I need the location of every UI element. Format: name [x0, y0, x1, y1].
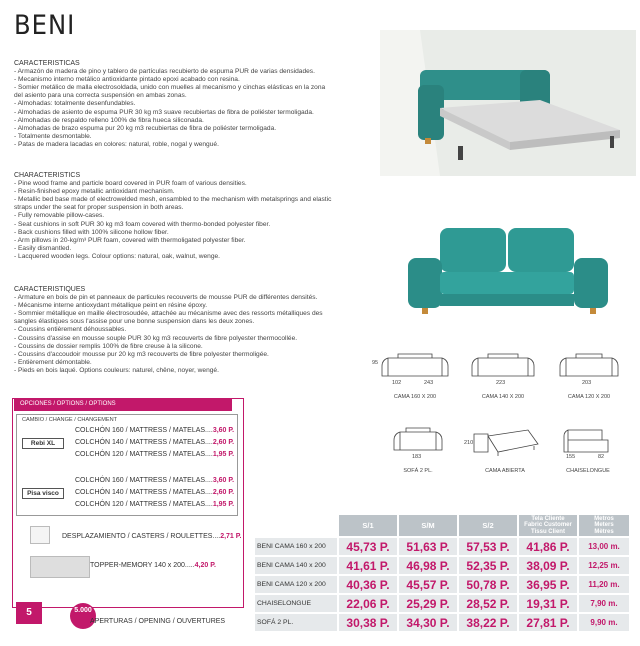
sofa-photo: [380, 210, 636, 320]
option-text: COLCHÓN 120 / MATTRESS / MATELAS....: [75, 451, 213, 458]
spec-line: - Mecanismo interno metálico antioxidante pintado epoxi acabado con resina.: [14, 76, 240, 84]
price-cell: 22,06 P.: [339, 595, 397, 612]
spec-en-block: [14, 172, 334, 261]
dim-width: 243: [424, 380, 434, 386]
option-row: [75, 501, 234, 508]
option-text: COLCHÓN 160 / MATTRESS / MATELAS....: [75, 477, 213, 484]
change-label: CAMBIO / CHANGE / CHANGEMENT: [22, 417, 118, 423]
dim-width: 203: [582, 380, 592, 386]
table-row: [255, 614, 629, 631]
option-row: [75, 427, 234, 434]
meters-cell: 7,90 m.: [579, 595, 629, 612]
meters-cell: 11,20 m.: [579, 576, 629, 593]
diagram-cama-160: [372, 350, 452, 400]
col-header: S/2: [459, 515, 517, 536]
row-name: CHAISELONGUE: [255, 595, 337, 612]
diagram-cama-140: [468, 350, 538, 400]
spec-line: - Resin-finished epoxy metallic antioxidant mechanism.: [14, 188, 175, 196]
col-header-fabric-customer: [519, 515, 577, 536]
price-cell: 52,35 P.: [459, 557, 517, 574]
price-cell: 45,57 P.: [399, 576, 457, 593]
option-row: [75, 477, 234, 484]
mattress-model-pisa-visco: Pisa visco: [22, 488, 64, 499]
spec-line: - Pine wood frame and particle board covered in PUR foam of various densities.: [14, 180, 247, 188]
spec-line: - Totalmente desmontable.: [14, 132, 92, 140]
dim-width: 82: [598, 454, 605, 460]
price-cell: 57,53 P.: [459, 538, 517, 555]
col-header-line: Tissu Client: [531, 528, 565, 535]
spec-fr-block: [14, 286, 334, 375]
topper-icon: [30, 556, 90, 578]
option-text: TOPPER-MEMORY 140 x 200.....: [90, 562, 195, 569]
option-price: 2,60 P.: [212, 439, 235, 446]
spec-fr-heading: CARACTÉRISTIQUES: [14, 286, 86, 293]
diagram-caption: CAMA 120 X 200: [567, 394, 611, 400]
sofa-bed-photo: [380, 30, 636, 176]
option-text: COLCHÓN 140 / MATTRESS / MATELAS....: [75, 489, 213, 496]
option-text: DESPLAZAMIENTO / CASTERS / ROULETTES....: [62, 533, 221, 540]
option-topper: [90, 562, 216, 569]
diagram-caption: CAMA 140 X 200: [481, 394, 525, 400]
spec-line: - Almohadas de respaldo relleno 100% de fibra hueca siliconada.: [14, 116, 204, 124]
table-row: [255, 538, 629, 555]
spec-line: - Patas de madera lacadas en colores: natural, roble, nogal y wengué.: [14, 140, 219, 148]
option-row: [75, 451, 234, 458]
options-header: OPCIONES / OPTIONS / OPTIONS: [14, 399, 232, 411]
warranty-5-years-badge: 5: [16, 602, 42, 624]
row-name: SOFÁ 2 PL.: [255, 614, 337, 631]
diagram-caption: SOFÁ 2 PL.: [403, 468, 433, 474]
option-text: COLCHÓN 160 / MATTRESS / MATELAS....: [75, 427, 213, 434]
price-cell: 40,36 P.: [339, 576, 397, 593]
row-name: BENI CAMA 120 x 200: [255, 576, 337, 593]
diagram-cama-abierta: [464, 424, 542, 474]
price-cell: 25,29 P.: [399, 595, 457, 612]
price-cell: 46,98 P.: [399, 557, 457, 574]
table-row: [255, 557, 629, 574]
price-cell: 45,73 P.: [339, 538, 397, 555]
spec-en-heading: CHARACTERISTICS: [14, 172, 81, 179]
diagram-caption: CAMA ABIERTA: [485, 468, 525, 474]
product-title: BENI: [14, 10, 76, 41]
spec-line: - Coussins entièrement déhoussables.: [14, 326, 127, 334]
spec-line: - Arm pillows in 20-kg/m³ PUR foam, covered with thermoligated polyester fiber.: [14, 236, 246, 244]
option-price: 1,95 P.: [212, 501, 235, 508]
price-cell: 27,81 P.: [519, 614, 577, 631]
diagram-caption: CAMA 160 X 200: [393, 394, 437, 400]
spec-line: - Metallic bed base made of electrowelded mesh, ensambled to the mechanism with metalsprings and elastic: [14, 196, 332, 204]
col-header-line: Mètres: [594, 528, 614, 535]
price-cell: 41,86 P.: [519, 538, 577, 555]
diagram-sofa-2pl: [388, 424, 448, 474]
spec-line: - Back cushions filled with 100% silicone hollow fiber.: [14, 228, 169, 236]
spec-line: - Somier metálico de malla electrosoldada, unido con muelles al mecanismo y cinchas elásticas en la zona: [14, 84, 326, 92]
spec-line: - Armazón de madera de pino y tablero de partículas recubierto de espuma PUR de varias densidades.: [14, 68, 315, 76]
col-header-line: Metros: [594, 515, 614, 522]
openings-5000-badge: 5.000: [70, 603, 96, 629]
row-name: BENI CAMA 160 x 200: [255, 538, 337, 555]
col-header: S/M: [399, 515, 457, 536]
option-text: COLCHÓN 140 / MATTRESS / MATELAS....: [75, 439, 213, 446]
dim-height: 95: [372, 360, 379, 366]
table-corner: [255, 515, 337, 536]
spec-line: - Lacquered wooden legs. Colour options: natural, oak, walnut, wenge.: [14, 252, 220, 260]
price-cell: 30,38 P.: [339, 614, 397, 631]
meters-cell: 12,25 m.: [579, 557, 629, 574]
spec-line: - Mécanisme interne antioxydant métallique peint en résine époxy.: [14, 302, 208, 310]
dim-length: 210: [464, 440, 474, 446]
price-cell: 34,30 P.: [399, 614, 457, 631]
option-price: 1,95 P.: [212, 451, 235, 458]
spec-line: - Coussins d'accoudoir mousse pur 20 kg m3 recouverts de fibre polyester thermoligée.: [14, 350, 269, 358]
col-header-line: Tela Cliente: [531, 515, 565, 522]
spec-line: - Almohadas de brazo espuma pur 20 kg m3 recubiertas de fibra de poliéster termoligada.: [14, 124, 277, 132]
price-cell: 38,09 P.: [519, 557, 577, 574]
dim-length: 155: [566, 454, 576, 460]
price-cell: 38,22 P.: [459, 614, 517, 631]
table-row: [255, 595, 629, 612]
price-cell: 19,31 P.: [519, 595, 577, 612]
option-text: COLCHÓN 120 / MATTRESS / MATELAS....: [75, 501, 213, 508]
meters-cell: 13,00 m.: [579, 538, 629, 555]
spec-line: del asiento para una correcta suspensión en ambas zonas.: [14, 92, 187, 100]
table-row: [255, 576, 629, 593]
dim-width: 223: [496, 380, 506, 386]
option-price: 2,60 P.: [212, 489, 235, 496]
spec-line: - Pieds en bois laqué. Options couleurs: naturel, chêne, noyer, wengé.: [14, 366, 219, 374]
col-header-line: Fabric Customer: [524, 522, 572, 529]
spec-line: sangles élastiques sous l'assise pour une bonne suspension dans les deux zones.: [14, 318, 255, 326]
col-header-meters: [579, 515, 629, 536]
option-row: [75, 439, 234, 446]
price-table: [253, 513, 631, 633]
dimension-diagrams: [372, 350, 640, 480]
spec-line: - Entièrement démontable.: [14, 358, 92, 366]
spec-line: - Easily dismantled.: [14, 244, 72, 252]
price-cell: 36,95 P.: [519, 576, 577, 593]
row-name: BENI CAMA 140 x 200: [255, 557, 337, 574]
option-price: 2,71 P.: [220, 533, 242, 540]
spec-line: - Coussins d'assise en mousse souple PUR 30 kg m3 recouverts de fibre polyester thermocollée.: [14, 334, 298, 342]
col-header: S/1: [339, 515, 397, 536]
diagram-chaiselongue: [558, 424, 618, 474]
price-cell: 28,52 P.: [459, 595, 517, 612]
option-row: [75, 489, 234, 496]
col-header-line: Meters: [594, 522, 614, 529]
diagram-cama-120: [554, 350, 624, 400]
price-cell: 41,61 P.: [339, 557, 397, 574]
price-cell: 50,78 P.: [459, 576, 517, 593]
dim-width: 183: [412, 454, 422, 460]
dim-depth: 102: [392, 380, 402, 386]
mattress-model-rebi-xl: Rebi XL: [22, 438, 64, 449]
casters-icon: [30, 526, 50, 544]
diagram-caption: CHAISELONGUE: [566, 468, 610, 474]
option-price: 3,60 P.: [212, 427, 235, 434]
price-cell: 51,63 P.: [399, 538, 457, 555]
option-price: 4,20 P.: [194, 562, 216, 569]
option-casters: [62, 533, 241, 540]
spec-es-block: [14, 60, 334, 149]
spec-line: - Almohadas: totalmente desenfundables.: [14, 100, 136, 108]
spec-line: straps under the seat for proper suspension in both areas.: [14, 204, 184, 212]
option-price: 3,60 P.: [212, 477, 235, 484]
spec-line: - Armature en bois de pin et panneaux de particules recouverts de mousse PUR de différentes densités.: [14, 294, 318, 302]
spec-line: - Fully removable pillow-cases.: [14, 212, 105, 220]
spec-line: - Seat cushions in soft PUR 30 kg m3 foam covered with thermo-bonded polyester fiber.: [14, 220, 271, 228]
spec-line: - Coussins de dossier remplis 100% de fibre creuse à la silicone.: [14, 342, 203, 350]
spec-line: - Sommier métallique en maille électrosoudée, attachée au mécanisme avec des ressorts métalliques des: [14, 310, 323, 318]
spec-line: - Almohadas de asiento de espuma PUR 30 kg m3 suave recubiertas de fibra de poliéster termoligada.: [14, 108, 314, 116]
openings-label: APERTURAS / OPENING / OUVERTURES: [90, 618, 226, 625]
meters-cell: 9,90 m.: [579, 614, 629, 631]
spec-es-heading: CARACTERÍSTICAS: [14, 60, 80, 67]
